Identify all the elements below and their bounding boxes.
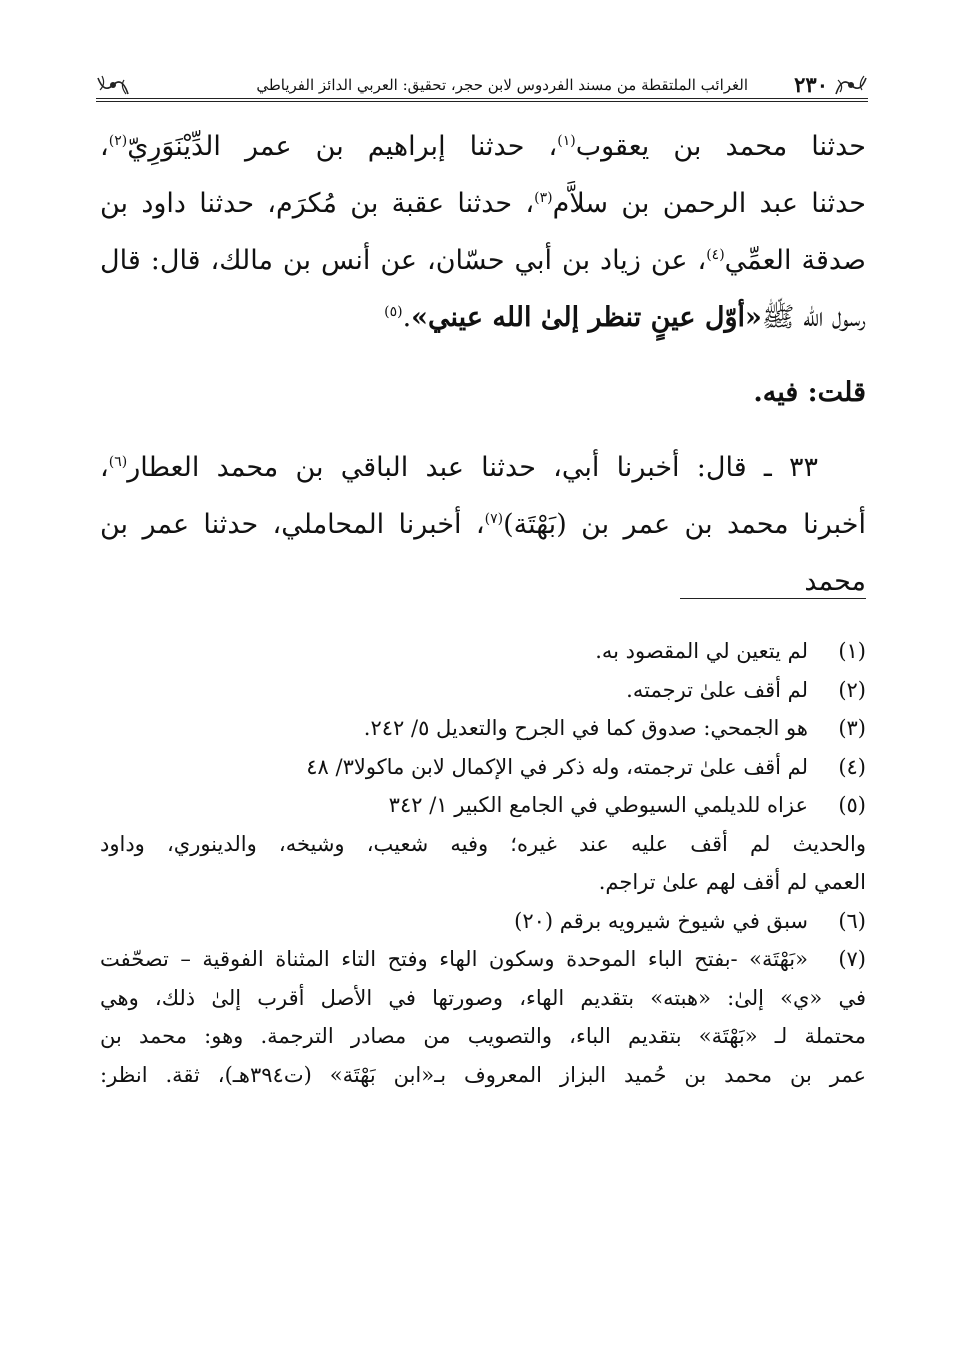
footnote-number: (٤)	[838, 754, 866, 779]
text-line: رسول الله ﷺ«أوّل عينٍ تنظر إلىٰ الله عيني».$^{(٥)}$	[384, 302, 866, 333]
footnote-number: (١)	[838, 639, 866, 663]
text-line: صدقة العمِّي$^{(٤)}$، عن زياد بن أبي حسّان، عن أنس بن مالك، قال: قال	[100, 245, 866, 276]
footnote-ref: (٣)	[534, 190, 553, 206]
footnote-ref: (٢)	[108, 133, 128, 149]
footnotes	[100, 632, 866, 1094]
footnote-ref: (٥)	[384, 304, 403, 320]
footnote-number: (٥)	[838, 793, 866, 817]
footnote-continuation: في «ي» إلىٰ: «هبته» بتقديم الهاء، وصورتها في الأصل أقرب إلىٰ ذلك، وهي	[100, 985, 866, 1010]
footnote-continuation: العمي لم أقف لهم علىٰ تراجم.	[598, 870, 866, 894]
ornament-icon	[96, 72, 130, 98]
footnote-text: سبق في شيوخ شيرويه برقم (٢٠)	[514, 908, 808, 933]
footnote-continuation: عمر بن محمد بن حُميد البزاز المعروف بـ«ابن بَهْتَة» (ت٣٩٤هـ)، ثقة. انظر:	[100, 1062, 866, 1087]
footnote	[100, 709, 866, 748]
hadith-33-line-2: أخبرنا محمد بن عمر بن (بَهْتَة)$^{(٧)}$، أخبرنا المحاملي، حدثنا عمر بن محمد	[100, 509, 866, 597]
footnote-number: (٧)	[838, 947, 866, 971]
footnote-ref: (١)	[557, 133, 576, 149]
footnote	[100, 786, 866, 825]
footnote-text: لم يتعين لي المقصود به.	[595, 639, 808, 663]
footnote-text: «بَهْتَة» -بفتح الباء الموحدة وسكون الهاء وفتح التاء المثناة الفوقية – تصحّفت	[100, 947, 808, 971]
footnote	[100, 902, 866, 941]
footnote	[100, 748, 866, 787]
footnote-continuation: محتملة لـ «بَهْتَة» بتقديم الباء، والتصويب من مصادر الترجمة. وهو: محمد بن	[100, 1024, 866, 1048]
ornament-icon	[834, 72, 868, 98]
footnote-ref: (٤)	[706, 247, 725, 263]
qult-line: قلت: فيه.	[753, 377, 866, 408]
running-title: الغرائب الملتقطة من مسند الفردوس لابن حجر، تحقيق: العربي الدائز الفرياطي	[256, 76, 748, 94]
header-rule	[96, 98, 868, 102]
footnote-ref: (٦)	[108, 454, 128, 470]
text-line: حدثنا عبد الرحمن بن سلاَّم$^{(٣)}$، حدثنا عقبة بن مُكرَم، حدثنا داود بن	[100, 188, 866, 219]
footnote-number: (٢)	[838, 677, 866, 702]
footnote-text: لم أقف علىٰ ترجمته، وله ذكر في الإكمال لابن ماكولا٣/ ٤٨	[306, 754, 808, 779]
footnote-text: لم أقف علىٰ ترجمته.	[626, 677, 808, 702]
page-number: ٢٣٠	[794, 72, 828, 97]
footnote-ref: (٧)	[484, 511, 504, 527]
footnote-text: هو الجمحي: صدوق كما في الجرح والتعديل ٥/ ٢٤٢.	[363, 716, 808, 740]
footnote	[100, 671, 866, 710]
footnote-text: عزاه للديلمي السيوطي في الجامع الكبير ١/ ٣٤٢	[388, 793, 808, 817]
footnote-number: (٦)	[838, 908, 866, 933]
footnote-continuation: والحديث لم أقف عليه عند غيره؛ وفيه شعيب، وشيخه، والدينوري، وداود	[100, 831, 866, 856]
page-header	[96, 66, 868, 106]
main-text	[100, 118, 866, 610]
footnote-number: (٣)	[838, 716, 866, 740]
footnote-separator	[680, 598, 866, 599]
footnote	[100, 632, 866, 671]
hadith-text: «أوّل عينٍ تنظر إلىٰ الله عيني»	[411, 302, 762, 333]
footnote	[100, 940, 866, 979]
hadith-33-line-1: ٣٣ ـ قال: أخبرنا أبي، حدثنا عبد الباقي بن محمد العطار$^{(٦)}$،	[100, 452, 818, 483]
text-line: حدثنا محمد بن يعقوب$^{(١)}$، حدثنا إبراهيم بن عمر الدِّيْنَوَرِيّ$^{(٢)}$،	[100, 131, 866, 162]
